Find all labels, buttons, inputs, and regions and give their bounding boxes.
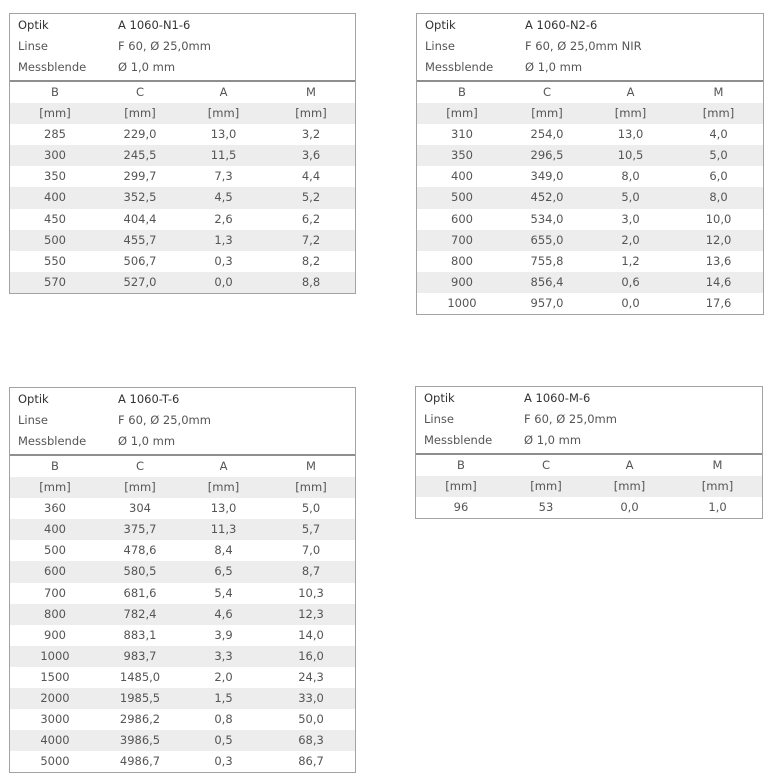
- measurement-grid: [417, 80, 763, 314]
- table-cell: 600: [451, 211, 473, 226]
- info-value: Ø 1,0 mm: [118, 434, 176, 448]
- info-row: [10, 36, 355, 57]
- column-header: C: [542, 85, 552, 99]
- column-header: M: [712, 458, 723, 472]
- table-cell: 10,3: [298, 585, 324, 600]
- table-cell: 3,9: [214, 627, 233, 642]
- info-row: [10, 57, 355, 78]
- table-cell: 3000: [40, 712, 70, 727]
- unit-header: [mm]: [530, 479, 562, 494]
- spec-table-m: [415, 386, 763, 519]
- table-cell: 452,0: [530, 190, 564, 205]
- optics-info: [10, 14, 355, 80]
- table-cell: 700: [451, 232, 473, 247]
- table-cell: 12,3: [298, 606, 324, 621]
- table-cell: 10,5: [617, 148, 644, 163]
- table-cell: 1,0: [708, 500, 727, 515]
- unit-header: [mm]: [124, 106, 156, 121]
- column-header: M: [713, 85, 724, 99]
- info-value: F 60, Ø 25,0mm NIR: [525, 39, 642, 53]
- table-cell: 5,0: [621, 190, 640, 205]
- table-row: [417, 230, 763, 251]
- table-cell: 296,5: [530, 148, 564, 163]
- table-cell: 16,0: [298, 648, 324, 663]
- table-cell: 580,5: [123, 564, 157, 579]
- unit-header: [mm]: [445, 479, 477, 494]
- table-cell: 400: [44, 522, 66, 537]
- table-cell: 1,2: [621, 253, 640, 268]
- table-cell: 68,3: [298, 733, 324, 748]
- column-header: M: [306, 459, 316, 473]
- table-cell: 7,2: [301, 232, 321, 247]
- column-header: B: [458, 85, 466, 99]
- column-header: A: [625, 458, 634, 472]
- table-cell: 0,0: [620, 500, 639, 515]
- info-label: Linse: [424, 412, 454, 426]
- info-label: Linse: [18, 413, 48, 427]
- table-cell: 527,0: [123, 274, 157, 289]
- table-cell: 86,7: [298, 754, 324, 769]
- table-cell: 7,0: [301, 543, 321, 558]
- table-cell: 14,0: [298, 627, 324, 642]
- unit-header: [mm]: [295, 480, 327, 495]
- column-header: C: [135, 459, 145, 473]
- table-cell: 14,6: [705, 274, 732, 289]
- table-row: [10, 498, 355, 519]
- table-cell: 360: [44, 501, 66, 516]
- info-label: Linse: [18, 39, 48, 53]
- table-cell: 455,7: [123, 232, 157, 247]
- info-value: A 1060-M-6: [524, 391, 591, 405]
- table-cell: 6,2: [301, 211, 321, 226]
- table-row: [417, 187, 763, 208]
- table-cell: 534,0: [530, 211, 564, 226]
- table-cell: 0,8: [214, 712, 233, 727]
- unit-header: [mm]: [207, 106, 240, 121]
- column-header: B: [51, 459, 59, 473]
- table-cell: 2,0: [214, 669, 233, 684]
- unit-header: [mm]: [614, 106, 647, 121]
- column-header: B: [457, 458, 465, 472]
- info-value: Ø 1,0 mm: [525, 60, 583, 74]
- table-row: [10, 583, 355, 604]
- table-cell: 800: [451, 253, 473, 268]
- table-cell: 856,4: [530, 274, 564, 289]
- unit-header-row: [10, 103, 355, 124]
- unit-header: [mm]: [295, 106, 327, 121]
- info-row: [417, 57, 763, 78]
- column-header: C: [541, 458, 551, 472]
- unit-header: [mm]: [701, 479, 734, 494]
- column-header-row: [10, 82, 355, 103]
- table-row: [10, 272, 355, 293]
- table-cell: 550: [44, 253, 66, 268]
- table-row: [10, 561, 355, 582]
- table-cell: 4,0: [709, 127, 728, 142]
- table-cell: 33,0: [298, 691, 324, 706]
- unit-header-row: [10, 477, 355, 498]
- table-cell: 5,0: [709, 148, 728, 163]
- table-row: [10, 166, 355, 187]
- column-header-row: [416, 455, 762, 476]
- table-cell: 13,0: [210, 127, 237, 142]
- table-row: [10, 625, 355, 646]
- column-header: B: [51, 85, 59, 99]
- column-header: M: [306, 85, 316, 99]
- table-cell: 782,4: [123, 606, 157, 621]
- table-row: [10, 540, 355, 561]
- table-cell: 0,5: [214, 733, 233, 748]
- table-cell: 3,6: [301, 148, 321, 163]
- table-cell: 600: [44, 564, 66, 579]
- table-cell: 349,0: [530, 169, 564, 184]
- table-cell: 5000: [40, 754, 70, 769]
- table-cell: 0,0: [621, 295, 640, 310]
- table-cell: 4000: [40, 733, 70, 748]
- unit-header: [mm]: [39, 480, 71, 495]
- table-cell: 8,8: [301, 274, 321, 289]
- table-cell: 13,0: [210, 501, 237, 516]
- table-row: [10, 145, 355, 166]
- table-cell: 1000: [40, 648, 70, 663]
- table-cell: 12,0: [705, 232, 732, 247]
- info-value: A 1060-N2-6: [525, 18, 598, 32]
- table-cell: 3,3: [214, 648, 233, 663]
- optics-info: [416, 387, 762, 453]
- table-row: [417, 166, 763, 187]
- table-row: [10, 688, 355, 709]
- info-row: [416, 409, 762, 430]
- info-value: Ø 1,0 mm: [524, 433, 582, 447]
- table-cell: 5,0: [301, 501, 321, 516]
- optics-info: [417, 14, 763, 80]
- info-row: [10, 389, 355, 410]
- table-cell: 11,5: [210, 148, 237, 163]
- column-header: A: [219, 459, 228, 473]
- table-cell: 8,0: [709, 190, 728, 205]
- table-cell: 1985,5: [119, 691, 161, 706]
- table-cell: 5,4: [214, 585, 233, 600]
- table-cell: 883,1: [123, 627, 157, 642]
- info-label: Optik: [424, 391, 455, 405]
- info-label: Linse: [425, 39, 455, 53]
- table-cell: 3,2: [301, 127, 321, 142]
- table-cell: 352,5: [123, 190, 157, 205]
- column-header-row: [10, 456, 355, 477]
- table-cell: 400: [44, 190, 66, 205]
- table-row: [417, 145, 763, 166]
- table-cell: 3,0: [621, 211, 640, 226]
- table-cell: 254,0: [530, 127, 564, 142]
- table-cell: 8,2: [301, 253, 321, 268]
- table-cell: 245,5: [123, 148, 157, 163]
- table-row: [10, 519, 355, 540]
- spec-table-n1: [9, 13, 356, 294]
- info-label: Optik: [18, 18, 49, 32]
- table-cell: 655,0: [530, 232, 564, 247]
- info-label: Messblende: [18, 60, 87, 74]
- table-cell: 1,3: [214, 232, 233, 247]
- table-cell: 500: [451, 190, 473, 205]
- table-cell: 478,6: [123, 543, 157, 558]
- info-label: Messblende: [425, 60, 494, 74]
- table-row: [10, 667, 355, 688]
- table-cell: 6,0: [709, 169, 728, 184]
- info-value: F 60, Ø 25,0mm: [118, 39, 211, 53]
- table-cell: 350: [44, 169, 66, 184]
- table-row: [417, 251, 763, 272]
- info-row: [10, 431, 355, 452]
- table-cell: 0,3: [214, 253, 233, 268]
- table-cell: 5,7: [301, 522, 321, 537]
- table-row: [417, 209, 763, 230]
- unit-header: [mm]: [39, 106, 71, 121]
- table-cell: 304: [129, 501, 151, 516]
- table-cell: 983,7: [123, 648, 157, 663]
- table-cell: 350: [451, 148, 473, 163]
- table-cell: 2000: [40, 691, 70, 706]
- table-row: [10, 124, 355, 145]
- table-cell: 13,0: [617, 127, 644, 142]
- table-row: [10, 187, 355, 208]
- table-cell: 4,6: [214, 606, 233, 621]
- table-cell: 500: [44, 543, 66, 558]
- table-cell: 800: [44, 606, 66, 621]
- table-cell: 8,7: [301, 564, 321, 579]
- table-cell: 0,6: [621, 274, 640, 289]
- table-cell: 8,4: [214, 543, 233, 558]
- table-row: [10, 251, 355, 272]
- table-cell: 310: [451, 127, 473, 142]
- table-cell: 1500: [40, 669, 70, 684]
- info-row: [416, 430, 762, 451]
- table-cell: 0,0: [214, 274, 233, 289]
- table-row: [417, 272, 763, 293]
- table-cell: 0,3: [214, 754, 233, 769]
- table-cell: 681,6: [123, 585, 157, 600]
- table-cell: 2,0: [621, 232, 640, 247]
- table-cell: 96: [453, 500, 469, 515]
- table-cell: 400: [451, 169, 473, 184]
- unit-header-row: [416, 476, 762, 497]
- table-row: [10, 604, 355, 625]
- table-cell: 5,2: [301, 190, 321, 205]
- column-header-row: [417, 82, 763, 103]
- unit-header: [mm]: [446, 106, 478, 121]
- table-cell: 24,3: [298, 669, 324, 684]
- table-cell: 8,0: [621, 169, 640, 184]
- table-row: [10, 209, 355, 230]
- table-row: [10, 751, 355, 772]
- table-cell: 2986,2: [119, 712, 161, 727]
- info-value: A 1060-N1-6: [118, 18, 191, 32]
- unit-header: [mm]: [702, 106, 735, 121]
- table-row: [417, 293, 763, 314]
- measurement-grid: [10, 80, 355, 293]
- table-cell: 17,6: [705, 295, 732, 310]
- table-row: [417, 124, 763, 145]
- table-cell: 299,7: [123, 169, 157, 184]
- table-cell: 7,3: [214, 169, 233, 184]
- unit-header: [mm]: [207, 480, 240, 495]
- table-row: [10, 230, 355, 251]
- table-cell: 404,4: [123, 211, 157, 226]
- table-cell: 4986,7: [119, 754, 161, 769]
- info-label: Messblende: [424, 433, 493, 447]
- unit-header: [mm]: [531, 106, 563, 121]
- info-label: Optik: [18, 392, 49, 406]
- info-row: [10, 15, 355, 36]
- table-row: [10, 709, 355, 730]
- table-cell: 900: [451, 274, 473, 289]
- table-cell: 4,4: [301, 169, 321, 184]
- table-cell: 300: [44, 148, 66, 163]
- table-cell: 900: [44, 627, 66, 642]
- info-value: F 60, Ø 25,0mm: [524, 412, 617, 426]
- spec-table-t: [9, 387, 356, 773]
- table-cell: 4,5: [214, 190, 233, 205]
- info-row: [417, 15, 763, 36]
- table-cell: 2,6: [214, 211, 233, 226]
- info-row: [417, 36, 763, 57]
- table-cell: 50,0: [298, 712, 324, 727]
- optics-info: [10, 388, 355, 454]
- column-header: A: [626, 85, 635, 99]
- table-cell: 500: [44, 232, 66, 247]
- measurement-grid: [416, 453, 762, 518]
- unit-header: [mm]: [613, 479, 646, 494]
- info-value: Ø 1,0 mm: [118, 60, 176, 74]
- unit-header-row: [417, 103, 763, 124]
- info-row: [416, 388, 762, 409]
- table-cell: 506,7: [123, 253, 157, 268]
- column-header: A: [219, 85, 228, 99]
- info-value: F 60, Ø 25,0mm: [118, 413, 211, 427]
- table-row: [416, 497, 762, 518]
- table-cell: 755,8: [530, 253, 564, 268]
- measurement-grid: [10, 454, 355, 772]
- table-cell: 6,5: [214, 564, 233, 579]
- table-cell: 229,0: [123, 127, 157, 142]
- table-row: [10, 730, 355, 751]
- table-cell: 700: [44, 585, 66, 600]
- table-cell: 3986,5: [119, 733, 161, 748]
- table-row: [10, 646, 355, 667]
- table-cell: 450: [44, 211, 66, 226]
- info-label: Optik: [425, 18, 456, 32]
- table-cell: 375,7: [123, 522, 157, 537]
- table-cell: 11,3: [210, 522, 237, 537]
- table-cell: 570: [44, 274, 66, 289]
- table-cell: 53: [538, 500, 554, 515]
- column-header: C: [135, 85, 145, 99]
- table-cell: 1,5: [214, 691, 233, 706]
- info-label: Messblende: [18, 434, 87, 448]
- info-value: A 1060-T-6: [118, 392, 180, 406]
- table-cell: 957,0: [530, 295, 564, 310]
- unit-header: [mm]: [124, 480, 156, 495]
- table-cell: 285: [44, 127, 66, 142]
- table-cell: 1485,0: [119, 669, 161, 684]
- spec-table-n2: [416, 13, 764, 315]
- table-cell: 13,6: [705, 253, 732, 268]
- info-row: [10, 410, 355, 431]
- table-cell: 10,0: [705, 211, 732, 226]
- table-cell: 1000: [447, 295, 477, 310]
